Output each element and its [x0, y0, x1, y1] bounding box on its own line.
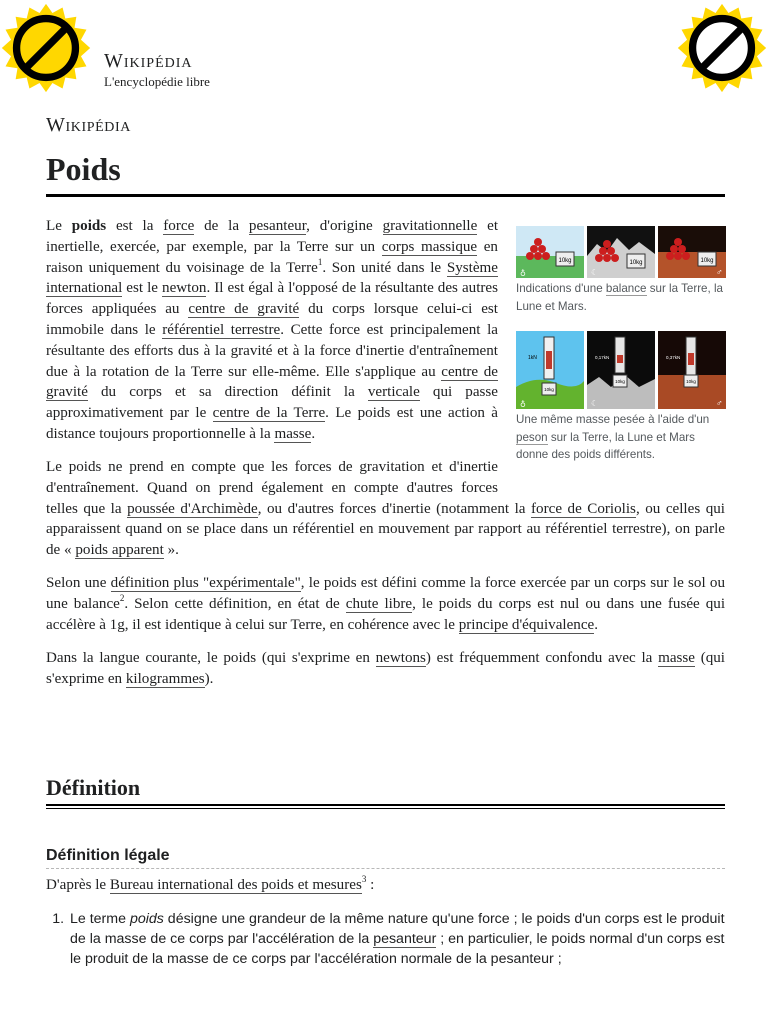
panel-label: 10kg — [558, 258, 572, 264]
footnote-3[interactable]: 3 — [361, 874, 367, 884]
link-verticale[interactable]: verticale — [367, 384, 420, 401]
link-pesanteur-2[interactable]: pesanteur — [373, 930, 437, 947]
link-newton[interactable]: newton — [162, 280, 207, 297]
section-divider-thin — [46, 808, 725, 809]
link-poussee-archimede[interactable]: poussée d'Archimède — [127, 500, 258, 517]
intro-paragraph-4: Dans la langue courante, le poids (qui s'exprime en newtons) est fréquemment confondu avec la masse (qui s'exprime en kilogrammes). — [46, 650, 726, 687]
link-corps-massique[interactable]: corps massique — [381, 238, 478, 255]
list-item: 1. Le terme poids désigne une grandeur de la même nature qu'une force ; le poids d'un corps est le produit de la masse de ce corps par l'accélération de la pesanteur ; en particulier, le poids normal d'un corps est le produit de la masse de ce corps par l'accélération normale de la pesanteur ; — [68, 910, 725, 969]
mars-symbol-icon: ♂ — [716, 398, 723, 409]
link-force-de-coriolis[interactable]: force de Coriolis — [531, 500, 636, 517]
link-masse-2[interactable]: masse — [658, 650, 695, 667]
earth-symbol-icon: ♁ — [520, 268, 526, 277]
logo-title: Wikipédia — [104, 50, 193, 72]
definition-list — [46, 910, 725, 969]
panel-label: 10kg — [615, 379, 625, 385]
panel-label: 10kg — [686, 379, 696, 385]
figure-caption: Indications d'une balance sur la Terre, la Lune et Mars. — [516, 282, 723, 313]
page-title: Poids — [46, 151, 121, 187]
site-name: Wikipédia — [46, 114, 131, 136]
scale-reading: 0,17kN — [595, 355, 610, 361]
moon-symbol-icon: ☾ — [591, 268, 599, 277]
subsection-heading: Définition légale — [46, 847, 170, 864]
intro-paragraph-1: Le poids est la force de la pesanteur, d'origine gravitationnelle et inertielle, exercée, par exemple, par la Terre sur un corps massique en raison uniquement du voisinage de la Terre$^1$. Son unité dans le Système international est le newton. Il est égal à l'opposé de la résultante des autres forces appliquées au centre de gravité du corps lorsque celui-ci est immobile dans le référentiel terrestre. Cette force est principalement la résultante des efforts dus à la gravité et à la force d'inertie d'entraînement due à la rotation de la Terre sur elle-même. Elle s'applique au centre de gravité du corps et sa direction définit la verticale qui passe approximativement par le centre de la Terre. Le poids est une action à distance toujours proportionnelle à la masse. — [46, 218, 499, 442]
figures-column — [516, 226, 730, 480]
link-balance[interactable]: balance — [605, 282, 647, 295]
earth-balance-image — [516, 226, 584, 278]
scale-reading: 0,37kN — [666, 355, 681, 361]
link-poids-apparent[interactable]: poids apparent — [75, 542, 164, 559]
no-entry-badge-right-icon — [676, 2, 768, 94]
panel-label: 10kg — [544, 387, 554, 393]
link-masse[interactable]: masse — [274, 425, 312, 442]
mars-spring-scale-image — [658, 331, 726, 409]
moon-balance-image — [587, 226, 655, 278]
mars-balance-image — [658, 226, 726, 278]
definition-intro: D'après le Bureau international des poids et mesures$^3$ : — [46, 874, 375, 893]
moon-spring-scale-image — [587, 331, 655, 409]
no-entry-badge-left-icon — [0, 2, 92, 94]
link-gravitationnelle[interactable]: gravitationnelle — [382, 218, 478, 234]
link-kilogrammes[interactable]: kilogrammes — [125, 670, 205, 687]
link-centre-de-gravite[interactable]: centre de gravité — [188, 301, 300, 318]
link-centre-de-la-terre[interactable]: centre de la Terre — [212, 405, 326, 422]
footnote-2[interactable]: 2 — [119, 593, 125, 604]
intro-paragraph-3: Selon une définition plus "expérimentale", le poids est défini comme la force exercée par un corps sur le sol ou une balance$^2$. Selon cette définition, en état de chute libre, le poids du corps est nul ou dans une fusée qui accélère à 1g, il est identique à celui sur Terre, en cohérence avec le principe d'équivalence. — [46, 575, 726, 633]
title-divider — [46, 194, 725, 197]
panel-label: 10kg — [700, 258, 714, 264]
subsection-divider — [46, 868, 725, 869]
earth-spring-scale-image — [516, 331, 584, 409]
figure-caption: Une même masse pesée à l'aide d'un peson sur la Terre, la Lune et Mars donne des poids différents. — [516, 413, 710, 462]
intro-paragraph-2: Le poids ne prend en compte que les forces de gravitation et d'inertie d'entraînement. Quand on prend également en compte d'autres forces telles que la poussée d'Archimède, ou d'autres forces d'inertie (notamment la force de Coriolis, ou celles qui apparaissent quand on se place dans un référentiel en mouvement par rapport au référentiel terrestre), on parle de « poids apparent ». — [46, 459, 725, 559]
panel-label: 10kg — [629, 260, 643, 266]
link-force[interactable]: force — [163, 218, 195, 234]
link-pesanteur[interactable]: pesanteur — [248, 218, 307, 234]
figure-spring-scale — [516, 331, 730, 464]
link-referentiel-terrestre[interactable]: référentiel terrestre — [162, 321, 281, 338]
section-divider — [46, 804, 725, 806]
link-chute-libre[interactable]: chute libre — [345, 596, 413, 613]
logo-tagline: L'encyclopédie libre — [104, 74, 210, 89]
spring-scale-image-strip — [516, 331, 730, 409]
link-bipm[interactable]: Bureau international des poids et mesures — [109, 877, 362, 893]
earth-symbol-icon: ♁ — [520, 399, 526, 409]
link-principe-equivalence[interactable]: principe d'équivalence — [458, 616, 595, 633]
balance-image-strip — [516, 226, 730, 278]
wikipedia-logo[interactable] — [104, 50, 210, 90]
section-heading-definition: Définition — [46, 775, 141, 800]
link-newtons[interactable]: newtons — [375, 650, 426, 667]
article-content — [46, 216, 725, 702]
link-centre-de-gravite-2[interactable]: centre de gravité — [46, 363, 498, 401]
link-definition-experimentale[interactable]: définition plus "expérimentale" — [110, 575, 301, 592]
scale-reading: 1kN — [528, 355, 537, 362]
figure-balance — [516, 226, 730, 315]
link-systeme-international[interactable]: Système international — [46, 259, 498, 297]
mars-symbol-icon: ♂ — [716, 267, 723, 277]
link-peson[interactable]: peson — [516, 430, 548, 444]
footnote-1[interactable]: 1 — [317, 256, 323, 267]
moon-symbol-icon: ☾ — [591, 399, 599, 409]
